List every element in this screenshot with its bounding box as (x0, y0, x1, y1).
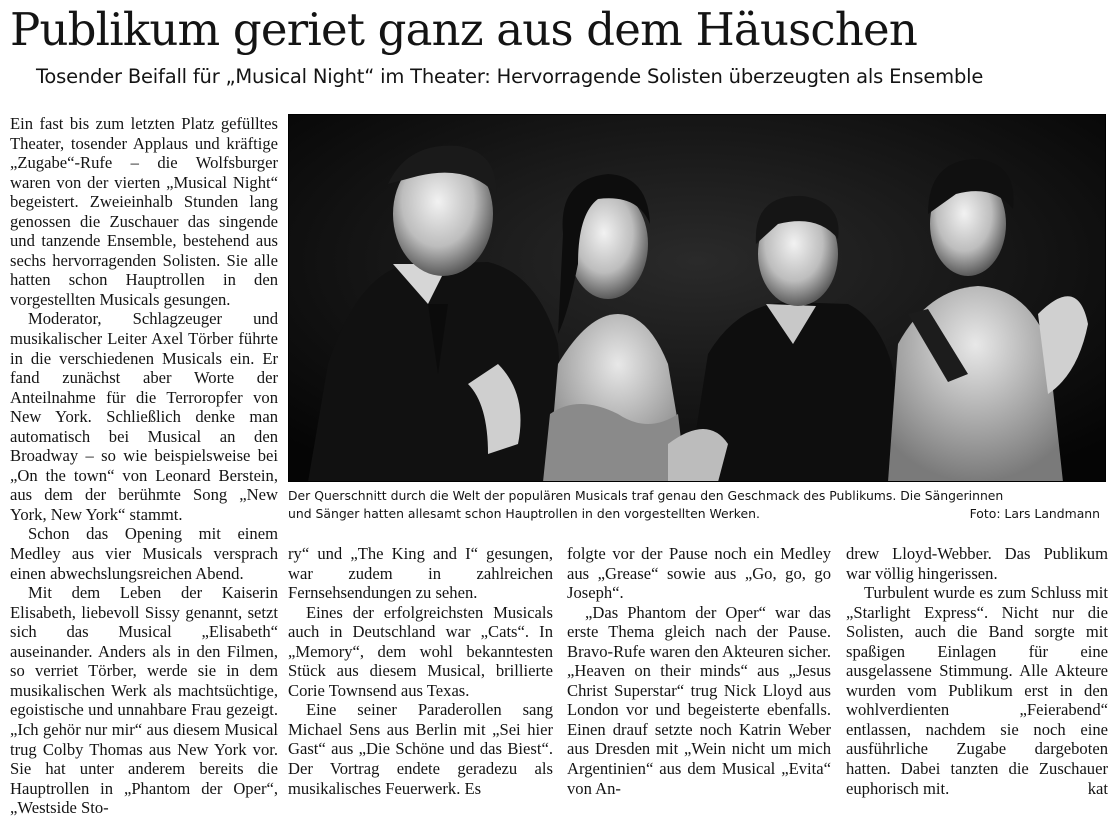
singers-photo-image (288, 114, 1106, 482)
paragraph: ry“ und „The King and I“ gesungen, war zudem in zahlreichen Fernsehsendungen zu sehen. (288, 544, 553, 603)
photo-caption (288, 487, 1108, 523)
photo-credit: Foto: Lars Landmann (969, 506, 1100, 521)
paragraph-text: Turbulent wurde es zum Schluss mit „Starlight Express“. Nicht nur die Solisten, auch die Band sorgte mit spaßigen Einlagen für eine ausgelassene Stimmung. Alle Akteure wurden vom Publikum erst in den wohlverdienten „Feierabend“ entlassen, nachdem sie noch eine ausführliche Zugabe dargeboten hatten. Dabei tanzten die Zuschauer euphorisch mit. (846, 583, 1108, 798)
headline: Publikum geriet ganz aus dem Häuschen (10, 3, 918, 56)
paragraph: Schon das Opening mit einem Medley aus vier Musicals versprach einen abwechslungsreichen Abend. (10, 524, 278, 583)
paragraph: folgte vor der Pause noch ein Medley aus „Grease“ sowie aus „Go, go, go Joseph“. (567, 544, 831, 603)
paragraph: Mit dem Leben der Kaiserin Elisabeth, liebevoll Sissy genannt, setzt sich das Musical „Elisabeth“ auseinander. Anders als in den Filmen, so verriet Törber, werde sie in dem musikalischen Werk als machtsüchtige, egoistische und unnahbare Frau gezeigt. „Ich gehör nur mir“ aus diesem Musical trug Colby Thomas aus New York vor. Sie hat unter anderem bereits die Hauptrollen in „Phantom der Oper“, „Westside Sto- (10, 583, 278, 818)
article-column-4 (846, 544, 1108, 798)
subheadline: Tosender Beifall für „Musical Night“ im Theater: Hervorragende Solisten überzeugten als Ensemble (36, 65, 984, 88)
caption-text: Der Querschnitt durch die Welt der populären Musicals traf genau den Geschmack des Publikums. Die Sängerinnen (288, 488, 1004, 503)
paragraph: drew Lloyd-Webber. Das Publikum war völlig hingerissen. (846, 544, 1108, 583)
author-initials: kat (1087, 778, 1108, 798)
paragraph: Ein fast bis zum letzten Platz gefülltes Theater, tosender Applaus und kräftige „Zugabe“-Rufe – die Wolfsburger waren von der vierten „Musical Night“ begeistert. Zweieinhalb Stunden lang genossen die Zuschauer das singende und tanzende Ensemble, bestehend aus sechs hervorragenden Solisten. Sie alle hatten schon Hauptrollen in den vorgestellten Musicals gesungen. (10, 114, 278, 309)
article-column-2 (288, 544, 553, 798)
article-column-1 (10, 114, 278, 818)
caption-text: und Sänger hatten allesamt schon Hauptrollen in den vorgestellten Werken. (288, 506, 760, 521)
concert-photo (288, 114, 1106, 482)
paragraph: Eines der erfolgreichsten Musicals auch in Deutschland war „Cats“. In „Memory“, dem wohl bekanntesten Stück aus diesem Musical, brillierte Corie Townsend aus Texas. (288, 602, 553, 700)
paragraph: „Das Phantom der Oper“ war das erste Thema gleich nach der Pause. Bravo-Rufe waren den Akteuren sicher. „Heaven on their minds“ aus „Jesus Christ Superstar“ trug Nick Lloyd aus London vor und begeisterte ebenfalls. Einen drauf setzte noch Katrin Weber aus Dresden mit „Wein nicht um mich Argentinien“ aus dem Musical „Evita“ von An- (567, 602, 831, 798)
article-column-3 (567, 544, 831, 798)
paragraph: Eine seiner Paraderollen sang Michael Sens aus Berlin mit „Sei hier Gast“ aus „Die Schöne und das Biest“. Der Vortrag endete geradezu als musikalisches Feuerwerk. Es (288, 700, 553, 798)
paragraph: Moderator, Schlagzeuger und musikalischer Leiter Axel Törber führte in die verschiedenen Musicals ein. Er fand zunächst aber Worte der Anteilnahme für die Terroropfer von New York. Schließlich denke man automatisch bei Musical an den Broadway – so wie beispielsweise bei „On the town“ von Leonard Berstein, aus dem der berühmte Song „New York, New York“ stammt. (10, 309, 278, 524)
paragraph (846, 583, 1108, 798)
